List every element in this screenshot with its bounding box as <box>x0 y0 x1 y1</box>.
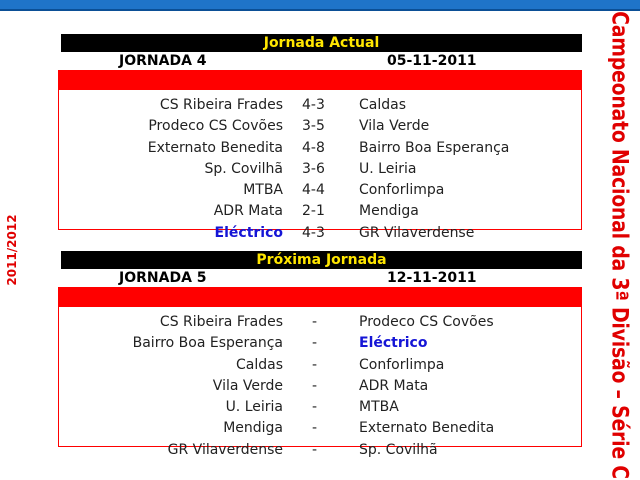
home-team: Caldas <box>235 356 283 373</box>
match-row <box>59 116 581 137</box>
home-team: Bairro Boa Esperança <box>132 335 283 352</box>
current-round-number: JORNADA 4 <box>119 53 207 69</box>
current-round-date: 05-11-2011 <box>387 53 477 69</box>
fixture-row <box>59 376 581 397</box>
match-row <box>59 138 581 159</box>
current-round-red-bar <box>58 70 582 90</box>
away-team: GR Vilaverdense <box>359 224 475 241</box>
versus-dash: - <box>312 377 318 394</box>
match-row <box>59 223 581 244</box>
season-text: 2011/2012 <box>5 214 19 286</box>
home-team: MTBA <box>243 182 283 199</box>
match-score: 4-4 <box>302 182 325 199</box>
away-team-highlighted: Eléctrico <box>359 335 428 352</box>
fixture-row <box>59 312 581 333</box>
versus-dash: - <box>312 314 318 330</box>
next-round-panel <box>58 251 582 458</box>
home-team: CS Ribeira Frades <box>159 314 283 330</box>
top-bar <box>0 0 640 11</box>
home-team: GR Vilaverdense <box>167 441 283 458</box>
next-round-number: JORNADA 5 <box>119 270 207 286</box>
home-team: U. Leiria <box>225 399 283 416</box>
match-score: 3-6 <box>302 160 325 177</box>
away-team: Mendiga <box>359 203 419 220</box>
match-row <box>59 159 581 180</box>
current-round-header: Jornada Actual <box>61 34 582 52</box>
championship-title <box>598 11 640 479</box>
fixture-row <box>59 418 581 439</box>
current-round-info <box>61 52 582 70</box>
match-score: 3-5 <box>302 118 325 135</box>
match-score: 2-1 <box>302 203 325 220</box>
match-score: 4-3 <box>302 97 325 113</box>
match-score: 4-8 <box>302 139 325 156</box>
next-round-red-bar <box>58 287 582 307</box>
fixture-row <box>59 440 581 461</box>
away-team: Sp. Covilhã <box>359 441 438 458</box>
versus-dash: - <box>312 420 318 437</box>
away-team: MTBA <box>359 399 399 416</box>
home-team: Prodeco CS Covões <box>148 118 283 135</box>
away-team: Prodeco CS Covões <box>359 314 494 330</box>
home-team: Sp. Covilhã <box>204 160 283 177</box>
next-round-header: Próxima Jornada <box>61 251 582 269</box>
next-round-info <box>61 269 582 287</box>
away-team: Externato Benedita <box>359 420 495 437</box>
versus-dash: - <box>312 441 318 458</box>
away-team: ADR Mata <box>359 377 429 394</box>
current-results-list <box>58 90 582 241</box>
away-team: Conforlimpa <box>359 356 445 373</box>
home-team: ADR Mata <box>213 203 283 220</box>
fixture-row <box>59 355 581 376</box>
away-team: Vila Verde <box>359 118 430 135</box>
current-round-panel <box>58 34 582 241</box>
match-row <box>59 95 581 116</box>
match-row <box>59 201 581 222</box>
versus-dash: - <box>312 356 318 373</box>
home-team: CS Ribeira Frades <box>159 97 283 113</box>
away-team: Conforlimpa <box>359 182 445 199</box>
versus-dash: - <box>312 399 318 416</box>
fixture-row <box>59 397 581 418</box>
match-score: 4-3 <box>302 224 325 241</box>
fixture-row <box>59 333 581 354</box>
away-team: Bairro Boa Esperança <box>359 139 510 156</box>
away-team: Caldas <box>359 97 407 113</box>
versus-dash: - <box>312 335 318 352</box>
fixtures-list <box>58 307 582 458</box>
away-team: U. Leiria <box>359 160 417 177</box>
championship-title-text: Campeonato Nacional da 3ª Divisão – Série C <box>606 11 632 479</box>
home-team: Externato Benedita <box>147 139 283 156</box>
next-round-date: 12-11-2011 <box>387 270 477 286</box>
home-team: Vila Verde <box>212 377 283 394</box>
season-label <box>1 210 23 290</box>
home-team-highlighted: Eléctrico <box>214 224 283 241</box>
home-team: Mendiga <box>223 420 283 437</box>
match-row <box>59 180 581 201</box>
